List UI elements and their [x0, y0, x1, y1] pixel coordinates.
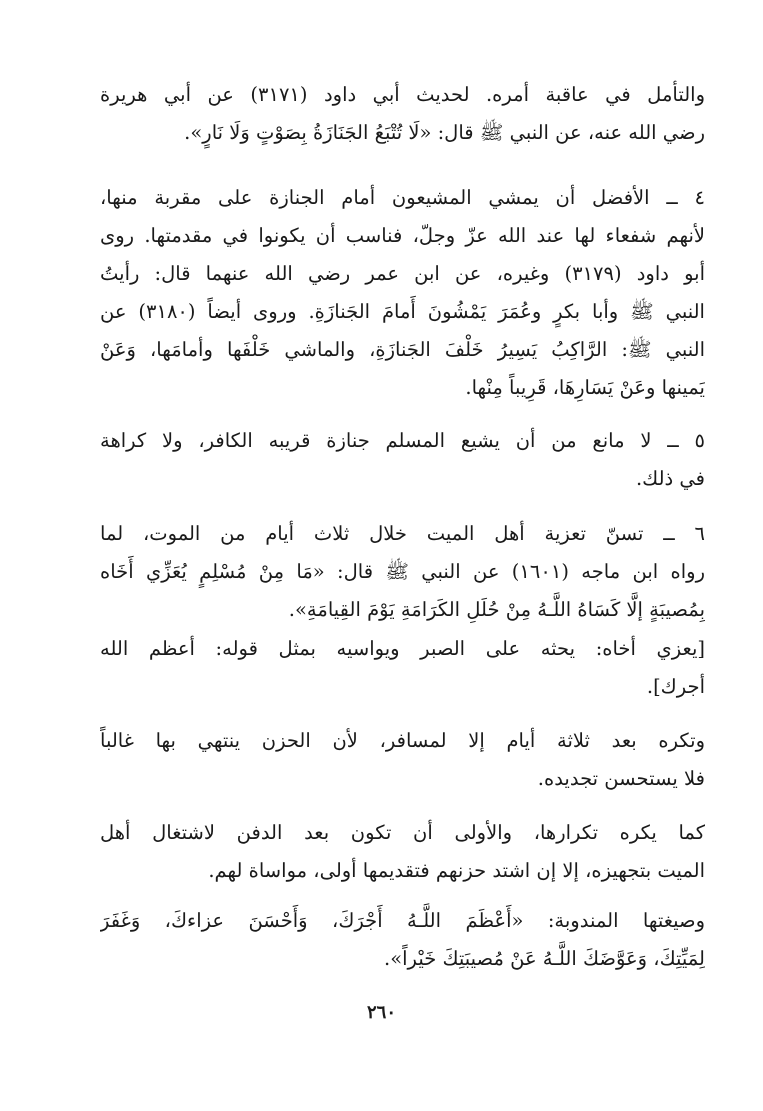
text-line: لأنهم شفعاء لها عند الله عزّ وجلّ، فناسب أن يكونوا في مقدمتها. روى [100, 224, 705, 247]
paragraph-repeat [100, 814, 705, 890]
paragraph-three-days [100, 722, 705, 798]
text-line: ٥ ــ لا مانع من أن يشيع المسلم جنازة قريبه الكافر، ولا كراهة [100, 429, 705, 452]
paragraph-5 [100, 422, 705, 498]
text-line: والتأمل في عاقبة أمره. لحديث أبي داود (٣١٧١) عن أبي هريرة [100, 83, 705, 106]
text-line: كما يكره تكرارها، والأولى أن تكون بعد الدفن لاشتغال أهل [100, 821, 705, 844]
paragraph-explanation [100, 630, 705, 706]
text-line: لِمَيِّتِكَ، وَعَوَّضَكَ اللَّـهُ عَنْ مُصيبَتِكَ خَيْراً». [384, 947, 705, 970]
text-line: فلا يستحسن تجديده. [537, 767, 705, 790]
text-line: ٤ ــ الأفضل أن يمشي المشيعون أمام الجنازة على مقربة منها، [100, 186, 705, 209]
text-line: رضي الله عنه، عن النبي ﷺ قال: «لَا تُتْبَعُ الجَنَازَةُ بِصَوْتٍ وَلَا نَارٍ». [184, 121, 705, 144]
text-line: في ذلك. [635, 467, 705, 490]
text-line: أجرك]. [646, 675, 705, 698]
page-number: ٢٦٠ [366, 1002, 396, 1023]
text-line: النبي ﷺ وأبا بكرٍ وعُمَرَ يَمْشُونَ أَمامَ الجَنازَةِ. وروى أيضاً (٣١٨٠) عن [100, 300, 705, 323]
text-line: يَمينها وعَنْ يَسَارِهَا، قَرِيباً مِنْها. [465, 376, 705, 399]
paragraph-formula [100, 902, 705, 978]
text-line: بِمُصيبَةٍ إلَّا كَسَاهُ اللَّـهُ مِنْ حُلَلِ الكَرَامَةِ يَوْمَ القِيامَةِ». [288, 598, 705, 621]
text-line: وتكره بعد ثلاثة أيام إلا لمسافر، لأن الحزن ينتهي بها غالباً [100, 729, 705, 752]
text-line: رواه ابن ماجه (١٦٠١) عن النبي ﷺ قال: «مَا مِنْ مُسْلِمٍ يُعَزِّي أَخَاه [100, 560, 705, 583]
text-line: [يعزي أخاه: يحثه على الصبر ويواسيه بمثل قوله: أعظم الله [100, 637, 705, 660]
text-line: أبو داود (٣١٧٩) وغيره، عن ابن عمر رضي الله عنهما قال: رأيتُ [100, 262, 705, 285]
paragraph-intro [100, 76, 705, 152]
paragraph-6 [100, 515, 705, 629]
paragraph-4 [100, 179, 705, 407]
text-line: الميت بتجهيزه، إلا إن اشتد حزنهم فتقديمها أولى، مواساة لهم. [208, 859, 705, 882]
text-line: ٦ ــ تسنّ تعزية أهل الميت خلال ثلاث أيام من الموت، لما [100, 522, 705, 545]
text-line: النبي ﷺ: الرَّاكِبُ يَسِيرُ خَلْفَ الجَنازَةِ، والماشي خَلْفَها وأمامَها، وَعَنْ [100, 338, 705, 361]
text-line: وصيغتها المندوبة: «أَعْظَمَ اللَّـهُ أَجْرَكَ، وَأَحْسَنَ عزاءكَ، وَغَفَرَ [100, 909, 705, 932]
